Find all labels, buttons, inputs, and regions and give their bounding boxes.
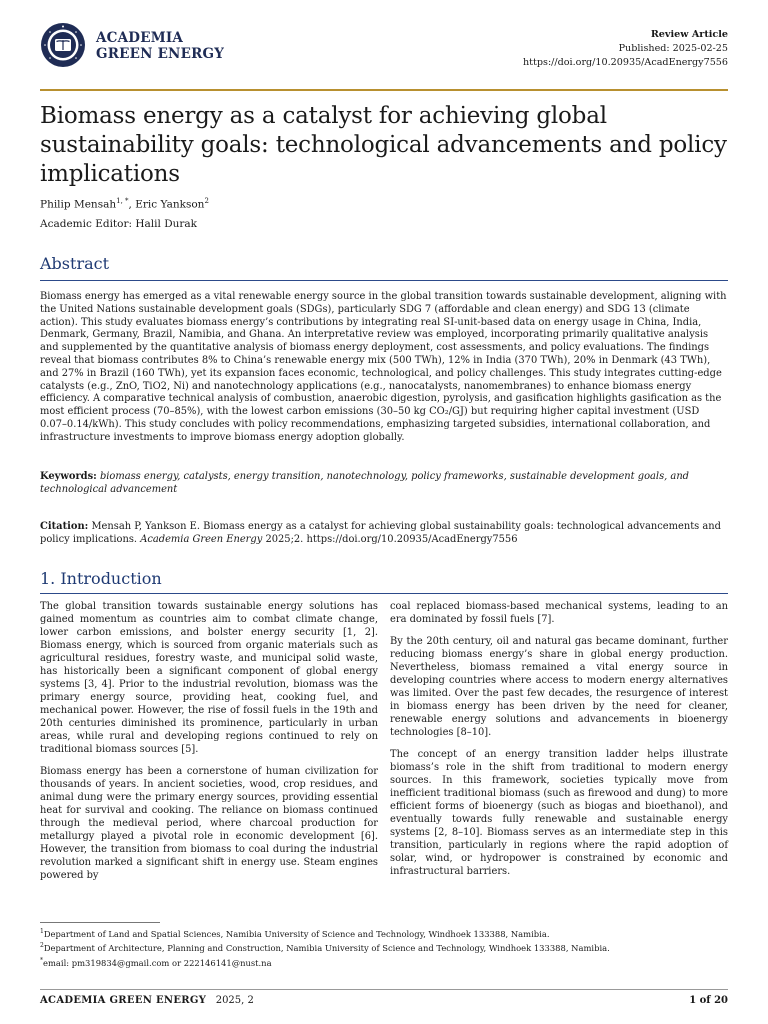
footnote-email [40, 955, 610, 969]
abstract-heading: Abstract [40, 254, 110, 273]
body-paragraph: The concept of an energy transition ladder helps illustrate biomass’s role in the shift from traditional to modern energy sources. In this framework, societies typically move from inefficient traditional biomass (such as firewood and dung) to more efficient forms of bioenergy (such as biogas and bioethanol), and eventually towards fully renewable and sustainable energy systems [2, 8–10]. Biomass serves as an intermediate step in this transition, particularly in regions where the rapid adoption of solar, wind, or hydropower is constrained by economic and infrastructural barriers. [390, 749, 728, 877]
footnote-affiliation-1 [40, 926, 610, 940]
footnote-divider [40, 922, 160, 923]
introduction-heading: 1. Introduction [40, 569, 162, 588]
article-meta [523, 28, 728, 70]
footer-journal-name: ACADEMIA GREEN ENERGY [40, 995, 207, 1006]
footnotes [40, 926, 610, 969]
author-affiliation-marker: 1, * [116, 197, 129, 205]
published-date: Published: 2025-02-25 [618, 43, 728, 54]
body-column-left [40, 600, 378, 891]
body-paragraph: By the 20th century, oil and natural gas became dominant, further reducing biomass energy’s share in global energy production. Nevertheless, biomass remained a vital energy source in developing countries where access to modern energy alternatives was limited. Over the past few decades, the resurgence of interest in biomass energy has been driven by the need for cleaner, renewable energy solutions and advancements in bioenergy technologies [8–10]. [390, 636, 728, 738]
body-paragraph: Biomass energy has been a cornerstone of human civilization for thousands of years. In ancient societies, wood, crop residues, and animal dung were the primary energy sources, providing essential heat for survival and cooking. The reliance on biomass continued through the medieval period, where charcoal production for metallurgy played a pivotal role in economic development [6]. However, the transition from biomass to coal during the industrial revolution marked a significant shift in energy use. Steam engines powered by [40, 766, 378, 881]
footnote-text: Department of Land and Spatial Sciences, Namibia University of Science and Technology, Windhoek 133388, Namibia. [43, 928, 550, 939]
header-divider [40, 89, 728, 91]
keywords [40, 470, 728, 496]
footnote-marker: 1 [40, 928, 44, 935]
body-paragraph: The global transition towards sustainable energy solutions has gained momentum as countries aim to combat climate change, lower carbon emissions, and bolster energy security [1, 2]. Biomass energy, which is sourced from organic materials such as agricultural residues, forestry waste, and municipal solid waste, has historically been a significant component of global energy systems [3, 4]. Prior to the industrial revolution, biomass was the primary energy source, providing heat, cooking fuel, and mechanical power. However, the rise of fossil fuels in the 19th and 20th centuries diminished its prominence, particularly in urban areas, while rural and developing regions continued to rely on traditional biomass sources [5]. [40, 601, 378, 755]
journal-name-line1: ACADEMIA [96, 30, 184, 46]
article-type: Review Article [650, 29, 728, 40]
footnote-marker: 2 [40, 942, 44, 950]
doi-link[interactable]: https://doi.org/10.20935/AcadEnergy7556 [522, 57, 728, 68]
author-separator: , [128, 198, 136, 211]
footer-volume: 2025, 2 [215, 995, 254, 1006]
citation-text: Mensah P, Yankson E. Biomass energy as a catalyst for achieving global sustainability goals: technological advancements and policy implications. [40, 521, 721, 545]
footer-journal [40, 995, 254, 1006]
author-affiliation-marker: 2 [204, 197, 209, 205]
body-column-right [390, 600, 728, 887]
academic-editor: Academic Editor: Halil Durak [40, 218, 198, 230]
abstract-text: Biomass energy has emerged as a vital renewable energy source in the global transition towards sustainable development, aligning with the United Nations sustainable development goals (SDGs), particularly SDG 7 (affordable and clean energy) and SDG 13 (climate action). This study evaluates biomass energy’s contributions by integrating real SI-unit-based data on energy usage in China, India, Denmark, Germany, Brazil, Namibia, and Ghana. An interpretative review was employed, incorporating primarily qualitative analysis and supplemented by the quantitative analysis of biomass energy deployment, cost assessments, and policy evaluations. The findings reveal that biomass contributes 8% to China’s renewable energy mix (500 TWh), 12% in India (370 TWh), 20% in Denmark (43 TWh), and 27% in Brazil (160 TWh), yet its expansion faces economic, technological, and policy challenges. This study integrates cutting-edge catalysts (e.g., ZnO, TiO2, Ni) and nanotechnology applications (e.g., nanocatalysts, nanomembranes) to enhance biomass energy efficiency. A comparative technical analysis of combustion, anaerobic digestion, pyrolysis, and gasification highlights gasification as the most efficient process (70–85%), with the lowest carbon emissions (30–50 kg CO₂/GJ) but requiring higher capital investment (USD 0.07–0.14/kWh). This study concludes with policy recommendations, emphasizing targeted subsidies, international collaboration, and infrastructure investments to improve biomass energy adoption globally. [40, 291, 727, 443]
citation-doi[interactable]: 2025;2. https://doi.org/10.20935/AcadEnergy7556 [265, 534, 518, 545]
citation-label: Citation: [40, 521, 89, 532]
journal-name-line2: GREEN ENERGY [96, 46, 225, 62]
page-number: 1 of 20 [689, 995, 728, 1006]
citation [40, 520, 728, 546]
keywords-label: Keywords: [40, 471, 97, 482]
body-paragraph: coal replaced biomass-based mechanical systems, leading to an era dominated by fossil fuels [7]. [390, 601, 728, 625]
journal-seal-logo [40, 22, 86, 68]
footnote-text[interactable]: email: pm319834@gmail.com or 222146141@nust.na [43, 957, 272, 968]
abstract-divider [40, 280, 728, 281]
keywords-text: biomass energy, catalysts, energy transition, nanotechnology, policy frameworks, sustainable development goals, and technological advancement [40, 471, 690, 495]
author-name[interactable]: Eric Yankson [135, 198, 205, 211]
author-name[interactable]: Philip Mensah [40, 198, 117, 211]
author-list [40, 197, 209, 211]
footer-divider [40, 989, 728, 990]
introduction-divider [40, 593, 728, 594]
journal-name[interactable] [96, 30, 224, 62]
footnote-affiliation-2 [40, 940, 610, 954]
citation-journal: Academia Green Energy [140, 534, 263, 545]
footnote-marker: * [40, 956, 43, 964]
article-title: Biomass energy as a catalyst for achieving global sustainability goals: technological advancements and policy implications [40, 103, 727, 187]
footnote-text: Department of Architecture, Planning and Construction, Namibia University of Science and Technology, Windhoek 133388, Namibia. [43, 943, 610, 954]
